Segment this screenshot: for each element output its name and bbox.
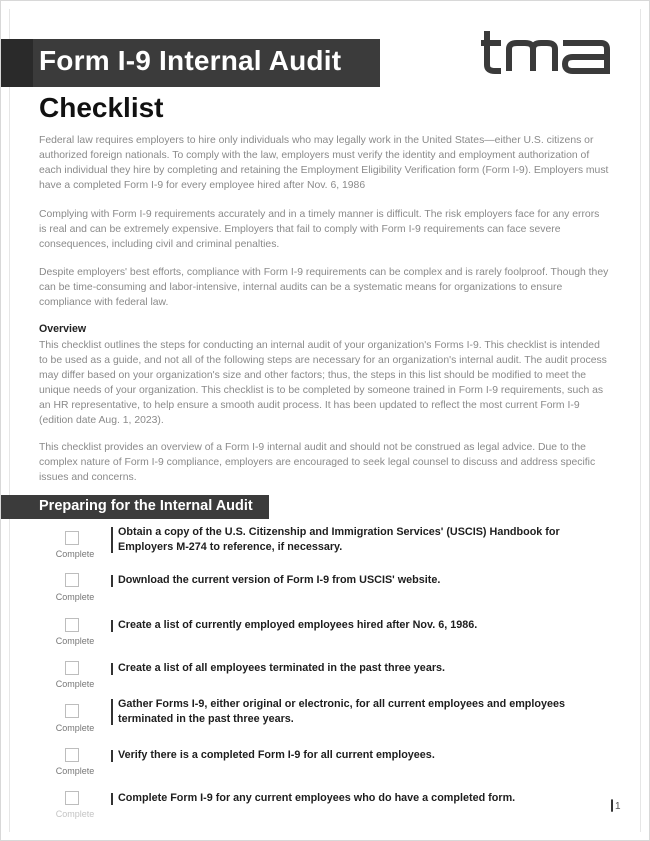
complete-label: Complete <box>55 636 95 646</box>
complete-checkbox[interactable] <box>65 791 79 805</box>
complete-checkbox[interactable] <box>65 704 79 718</box>
item-divider <box>111 620 113 632</box>
complete-label: Complete <box>55 766 95 776</box>
item-text: Create a list of currently employed employees hired after Nov. 6, 1986. <box>118 619 478 631</box>
item-divider <box>111 699 113 725</box>
complete-checkbox[interactable] <box>65 531 79 545</box>
complete-label: Complete <box>55 549 95 559</box>
complete-label: Complete <box>55 679 95 689</box>
item-text: Create a list of all employees terminated in the past three years. <box>118 662 446 674</box>
complete-checkbox[interactable] <box>65 661 79 675</box>
overview-heading: Overview <box>39 323 87 335</box>
title-banner-accent <box>1 39 33 87</box>
complete-checkbox[interactable] <box>65 748 79 762</box>
page-subtitle: Checklist <box>39 92 164 123</box>
complete-checkbox[interactable] <box>65 618 79 632</box>
item-divider <box>111 575 113 587</box>
overview-paragraph-2: This checklist provides an overview of a Form I-9 internal audit and should not be construed as legal advice. Due to the complex nature of Form I-9 compliance, employers are encouraged to seek legal counsel to discuss and address specific issues and concerns. <box>39 442 596 483</box>
item-divider <box>111 793 113 805</box>
complete-label: Complete <box>55 723 95 733</box>
complete-label: Complete <box>55 592 95 602</box>
complete-label: Complete <box>55 809 95 819</box>
item-text: Complete Form I-9 for any current employees who do have a completed form. <box>118 792 516 804</box>
item-divider <box>111 750 113 762</box>
overview-paragraph-1: This checklist outlines the steps for conducting an internal audit of your organization's Forms I-9. This checklist is intended to be used as a guide, and not all of the following steps are necessary for an organization's internal audit. The audit process may differ based on your organization's size and other factors; thus, the steps in this list should be modified to meet the unique needs of your organization. This checklist is to be completed by someone trained in Form I-9 requirements, such as an HR representative, to help ensure a smooth audit process. It has been updated to reflect the most current Form I-9 (edition date Aug. 1, 2023). <box>39 340 607 426</box>
complete-checkbox[interactable] <box>65 573 79 587</box>
item-divider <box>111 663 113 675</box>
item-text: Obtain a copy of the U.S. Citizenship and Immigration Services' (USCIS) Handbook for Employers M-274 to reference, if necessary. <box>118 526 560 553</box>
intro-paragraph-1: Federal law requires employers to hire only individuals who may legally work in the United States—either U.S. citizens or authorized foreign nationals. To comply with the law, employers must verify the identity and employment authorization of each individual they hire by completing and retaining the Employment Eligibility Verification form (Form I-9). Employers must have a completed Form I-9 for every employee hired after Nov. 6, 1986 <box>39 135 609 191</box>
page-number: ┃1 <box>609 801 621 812</box>
item-divider <box>111 527 113 553</box>
intro-paragraph-2: Complying with Form I-9 requirements accurately and in a timely manner is difficult. The risk employers face for any errors is real and can be extremely expensive. Employers that fail to comply with Form I-9 requirements can face severe consequences, including civil and criminal penalties. <box>39 209 600 250</box>
tma-logo <box>481 25 611 75</box>
item-text: Verify there is a completed Form I-9 for all current employees. <box>118 749 435 761</box>
item-text: Gather Forms I-9, either original or electronic, for all current employees and employees terminated in the past three years. <box>118 698 566 725</box>
intro-paragraph-3: Despite employers' best efforts, compliance with Form I-9 requirements can be complex and is rarely foolproof. Though they can be time-consuming and labor-intensive, internal audits can be a systematic means for organizations to ensure compliance with federal law. <box>39 267 609 308</box>
item-text: Download the current version of Form I-9 from USCIS' website. <box>118 574 441 586</box>
page-title: Form I-9 Internal Audit <box>39 45 342 76</box>
section-title: Preparing for the Internal Audit <box>39 498 253 514</box>
